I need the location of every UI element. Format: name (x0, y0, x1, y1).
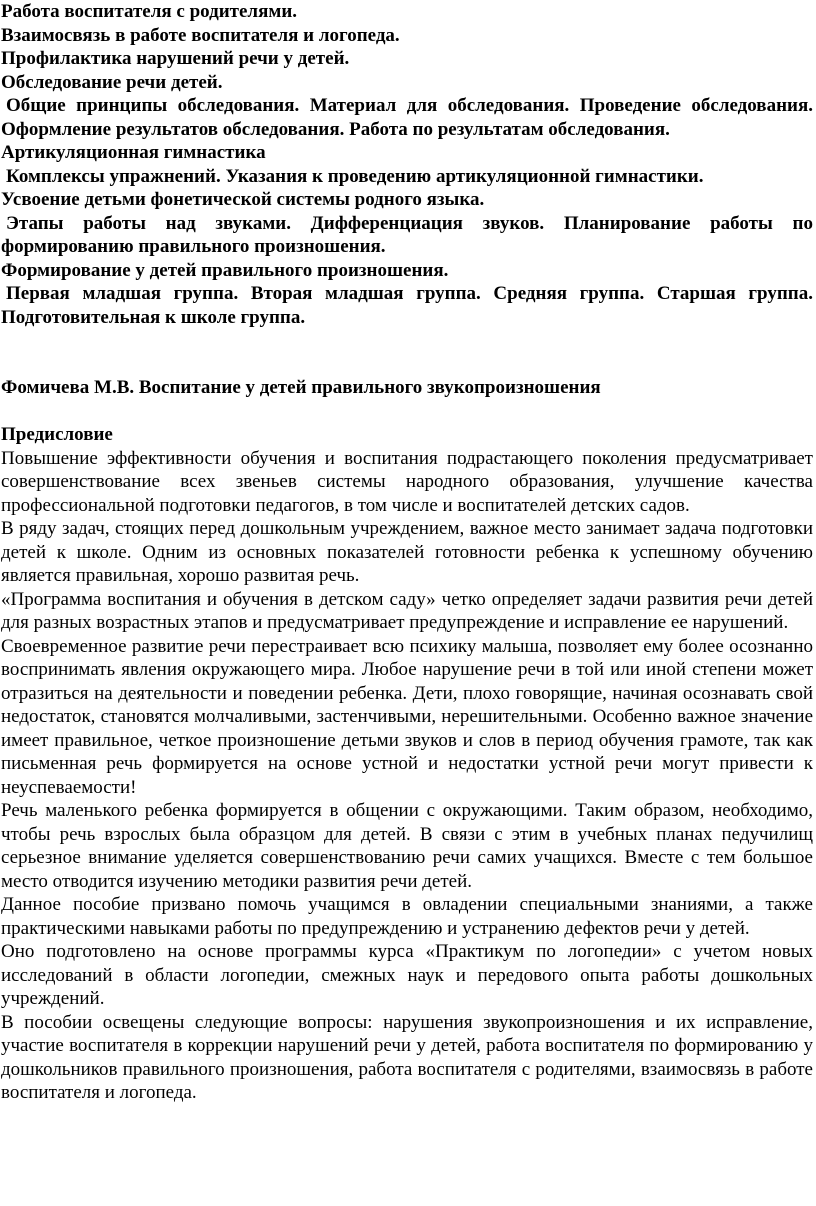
preface-paragraph: Речь маленького ребенка формируется в общении с окружающими. Таким образом, необходимо, чтобы речь взрослых была образцом для детей. В связи с этим в учебных планах педучилищ серьезное внимание уделяется совершенствованию речи самих учащихся. Вместе с тем большое место отводится изучению методики развития речи детей. (1, 800, 813, 892)
preface-body (1, 447, 813, 1105)
preface-paragraph: Оно подготовлено на основе программы курса «Практикум по логопедии» с учетом новых исследований в области логопедии, смежных наук и передового опыта работы дошкольных учреждений. (1, 941, 813, 1009)
book-title: Фомичева М.В. Воспитание у детей правильного звукопроизношения (1, 377, 601, 398)
preface-paragraph: Своевременное развитие речи перестраивает всю психику малыша, позволяет ему более осознанно воспринимать явления окружающего мира. Любое нарушение речи в той или иной степени может отразиться на деятельности и поведении ребенка. Дети, плохо говорящие, начиная осознавать свой недостаток, становятся молчаливыми, застенчивыми, нерешительными. Особенно важное значение имеет правильное, четкое произношение детьми звуков и слов в период обучения грамоте, так как письменная речь формируется на основе устной и недостатки устной речи могут привести к неуспеваемости! (1, 635, 813, 798)
spacer (1, 400, 813, 424)
preface-paragraph: Повышение эффективности обучения и воспитания подрастающего поколения предусматривает совершенствование всех звеньев системы народного образования, улучшение качества профессиональной подготовки педагогов, в том числе и воспитателей детских садов. (1, 447, 813, 516)
preface-paragraph: В пособии освещены следующие вопросы: нарушения звукопроизношения и их исправление, участие воспитателя в коррекции нарушений речи у детей, работа воспитателя по формированию у дошкольников правильного произношения, работа воспитателя с родителями, взаимосвязь в работе воспитателя и логопеда. (1, 1011, 813, 1103)
spacer (1, 353, 813, 377)
contents-item: Взаимосвязь в работе воспитателя и логопеда. (1, 24, 400, 46)
contents-subitem: Общие принципы обследования. Материал для обследования. Проведение обследования. Оформление результатов обследования. Работа по результатам обследования. (1, 95, 813, 140)
contents-item: Профилактика нарушений речи у детей. (1, 48, 350, 69)
contents-item: Работа воспитателя с родителями. (1, 1, 298, 22)
preface-paragraph: В ряду задач, стоящих перед дошкольным учреждением, важное место занимает задача подготовки детей к школе. Одним из основных показателей готовности ребенка к успешному обучению является правильная, хорошо развитая речь. (1, 518, 813, 586)
contents-item: Формирование у детей правильного произношения. (1, 259, 449, 281)
preface-heading: Предисловие (1, 424, 113, 445)
contents-item: Обследование речи детей. (1, 71, 223, 93)
contents-list (1, 0, 813, 329)
preface-paragraph: Данное пособие призвано помочь учащимся в овладении специальными знаниями, а также практическими навыками работы по предупреждению и устранению дефектов речи у детей. (1, 894, 813, 939)
spacer (1, 329, 813, 353)
contents-subitem: Этапы работы над звуками. Дифференциация звуков. Планирование работы по формированию правильного произношения. (1, 212, 813, 257)
preface-paragraph: «Программа воспитания и обучения в детском саду» четко определяет задачи развития речи детей для разных возрастных этапов и предусматривает предупреждение и исправление ее нарушений. (1, 588, 813, 633)
contents-subitem: Комплексы упражнений. Указания к проведению артикуляционной гимнастики. (6, 165, 704, 187)
contents-subitem: Первая младшая группа. Вторая младшая группа. Средняя группа. Старшая группа. Подготовительная к школе группа. (1, 283, 813, 328)
contents-item: Артикуляционная гимнастика (1, 142, 266, 163)
contents-item: Усвоение детьми фонетической системы родного языка. (1, 189, 485, 210)
